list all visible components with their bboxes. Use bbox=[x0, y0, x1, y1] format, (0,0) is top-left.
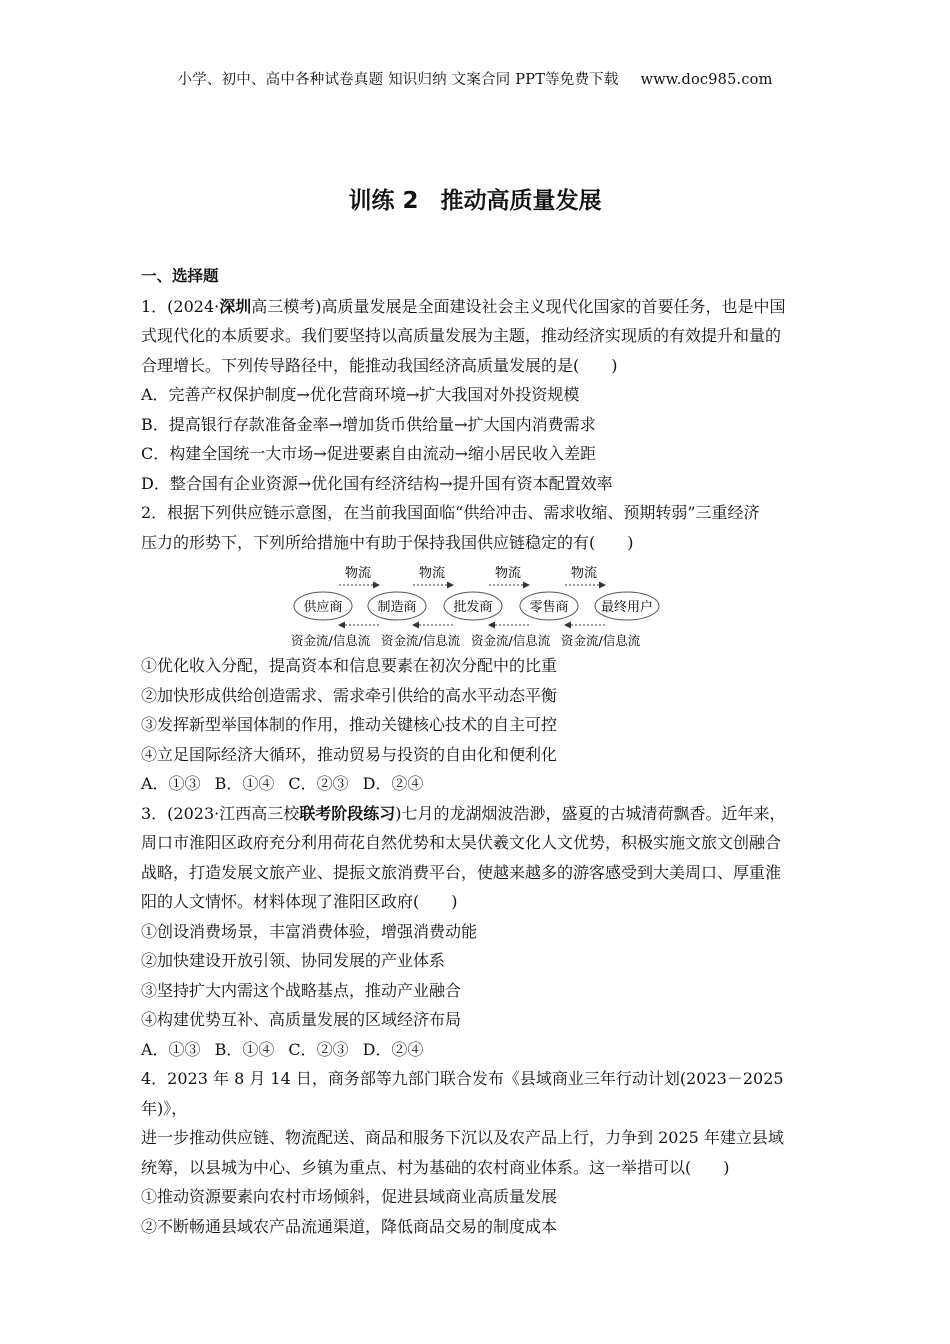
header-site: www.doc985.com bbox=[640, 72, 773, 88]
node-label-retailer: 零售商 bbox=[529, 600, 569, 615]
q1-option-c: C．构建全国统一大市场→促进要素自由流动→缩小居民收入差距 bbox=[141, 444, 597, 463]
logistics-label-2: 物流 bbox=[419, 566, 446, 581]
q2-stem-line1: 2．根据下列供应链示意图，在当前我国面临“供给冲击、需求收缩、预期转弱”三重经济 bbox=[141, 503, 760, 522]
q1-stem-line3: 合理增长。下列传导路径中，能推动我国经济高质量发展的是( ) bbox=[141, 355, 618, 375]
q3-option-d: D．②④ bbox=[362, 1039, 424, 1059]
node-label-manufacturer: 制造商 bbox=[377, 600, 417, 615]
q2-options bbox=[141, 769, 813, 799]
section-heading: 一、选择题 bbox=[141, 267, 219, 285]
page-title bbox=[0, 182, 950, 215]
funds-label-4: 资金流/信息流 bbox=[561, 633, 641, 648]
page-header bbox=[0, 68, 950, 89]
q3-stem-line1: 3．(2023·江西高三校联考阶段练习)七月的龙湖烟波浩渺，盛夏的古城清荷飘香。近年来， bbox=[141, 803, 786, 823]
q2-statement-3: ③发挥新型举国体制的作用，推动关键核心技术的自主可控 bbox=[141, 715, 558, 734]
q2-statement-4: ④立足国际经济大循环，推动贸易与投资的自由化和便利化 bbox=[141, 744, 558, 764]
node-label-wholesaler: 批发商 bbox=[453, 600, 493, 615]
funds-label-3: 资金流/信息流 bbox=[471, 633, 551, 648]
q4-statement-1: ①推动资源要素向农村市场倾斜，促进县域商业高质量发展 bbox=[141, 1187, 558, 1206]
q2-option-b: B．①④ bbox=[214, 774, 275, 793]
diagram-nodes bbox=[294, 592, 659, 620]
q3-option-a: A．①③ bbox=[141, 1039, 201, 1059]
q3-stem-line4: 阳的人文情怀。材料体现了淮阳区政府( ) bbox=[141, 892, 458, 911]
q4-statement-2: ②不断畅通县域农产品流通渠道，降低商品交易的制度成本 bbox=[141, 1216, 558, 1236]
q3-statement-4: ④构建优势互补、高质量发展的区域经济布局 bbox=[141, 1010, 462, 1029]
q2-statement-1: ①优化收入分配，提高资本和信息要素在初次分配中的比重 bbox=[141, 656, 558, 675]
q2-stem-line2: 压力的形势下，下列所给措施中有助于保持我国供应链稳定的有( ) bbox=[141, 532, 634, 552]
q4-stem-line3: 统筹，以县城为中心、乡镇为重点、村为基础的农村商业体系。这一举措可以( ) bbox=[141, 1157, 730, 1177]
q4-stem-line2: 进一步推动供应链、物流配送、商品和服务下沉以及农产品上行，力争到 2025 年建立县域 bbox=[141, 1128, 784, 1147]
funds-label-2: 资金流/信息流 bbox=[381, 633, 461, 648]
logistics-label-3: 物流 bbox=[495, 566, 522, 581]
q1-stem-line2: 式现代化的本质要求。我们要坚持以高质量发展为主题，推动经济实现质的有效提升和量的 bbox=[141, 326, 782, 345]
q2-option-d: D．②④ bbox=[362, 774, 424, 793]
q2-option-a: A．①③ bbox=[141, 774, 201, 793]
q3-stem-line2: 周口市淮阳区政府充分利用荷花自然优势和太昊伏羲文化人文优势，积极实施文旅文创融合 bbox=[141, 833, 782, 852]
logistics-label-4: 物流 bbox=[571, 566, 598, 581]
top-labels bbox=[345, 565, 597, 581]
node-label-supplier: 供应商 bbox=[303, 600, 343, 615]
q3-option-b: B．①④ bbox=[214, 1039, 275, 1059]
node-label-end-user: 最终用户 bbox=[600, 600, 654, 615]
q3-option-c: C．②③ bbox=[288, 1039, 349, 1059]
bottom-labels bbox=[291, 633, 641, 648]
title-part1: 训练 2 bbox=[348, 188, 419, 214]
q3-statement-2: ②加快建设开放引领、协同发展的产业体系 bbox=[141, 951, 446, 970]
title-part2: 推动高质量发展 bbox=[440, 188, 602, 214]
q1-stem-line1: 1．(2024·深圳高三模考)高质量发展是全面建设社会主义现代化国家的首要任务，也是中国 bbox=[141, 296, 786, 316]
q2-statement-2: ②加快形成供给创造需求、需求牵引供给的高水平动态平衡 bbox=[141, 685, 558, 705]
supply-chain-diagram bbox=[141, 559, 813, 651]
q2-option-c: C．②③ bbox=[288, 774, 349, 793]
q1-option-d: D．整合国有企业资源→优化国有经济结构→提升国有资本配置效率 bbox=[141, 473, 613, 493]
q3-options bbox=[141, 1035, 813, 1065]
q1-option-a: A．完善产权保护制度→优化营商环境→扩大我国对外投资规模 bbox=[141, 385, 580, 404]
header-text: 小学、初中、高中各种试卷真题 知识归纳 文案合同 PPT等免费下载 bbox=[177, 72, 619, 88]
q3-statement-1: ①创设消费场景，丰富消费体验，增强消费动能 bbox=[141, 921, 478, 941]
q4-stem-line1: 4．2023 年 8 月 14 日，商务部等九部门联合发布《县域商业三年行动计划(2023－2025 年)》， bbox=[141, 1069, 784, 1118]
funds-label-1: 资金流/信息流 bbox=[291, 633, 371, 648]
question-content bbox=[141, 262, 813, 1241]
q3-stem-line3: 战略，打造发展文旅产业、提振文旅消费平台，使越来越多的游客感受到大美周口、厚重淮 bbox=[141, 862, 782, 882]
q1-option-b: B．提高银行存款准备金率→增加货币供给量→扩大国内消费需求 bbox=[141, 414, 596, 434]
q3-statement-3: ③坚持扩大内需这个战略基点，推动产业融合 bbox=[141, 980, 462, 1000]
supply-chain-svg bbox=[291, 559, 661, 651]
logistics-label-1: 物流 bbox=[345, 566, 372, 581]
